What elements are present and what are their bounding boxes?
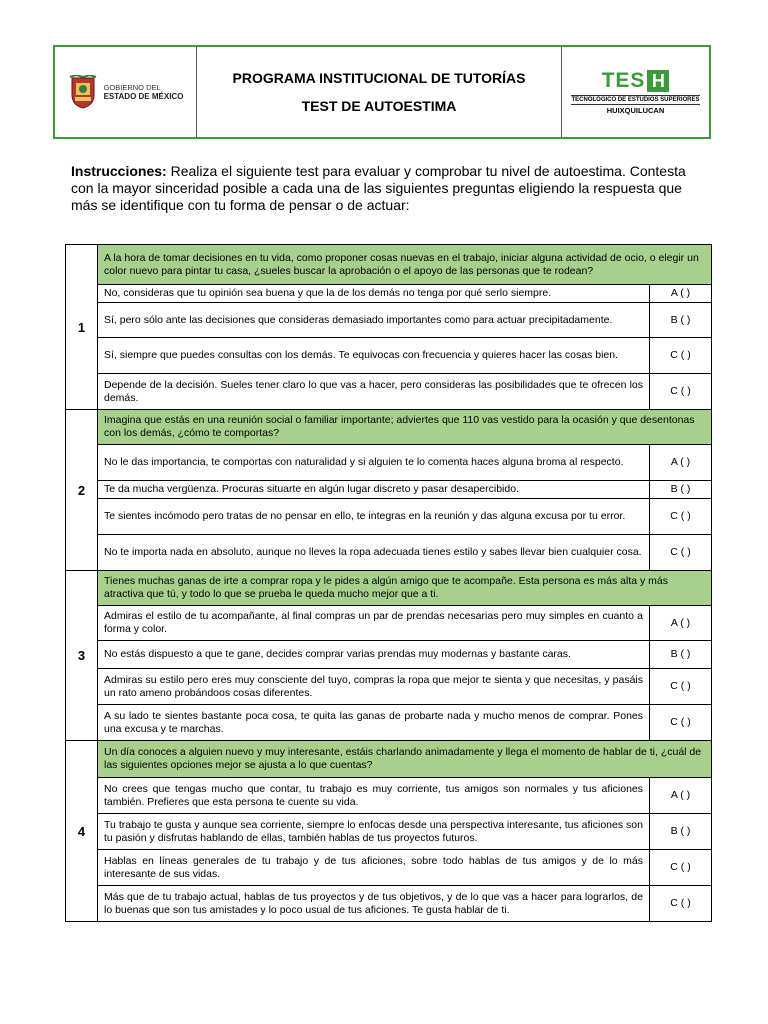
option-text: No estás dispuesto a que te gane, decides comprar varias prendas muy modernas y bastante caras. xyxy=(98,641,650,669)
option-text: Tu trabajo te gusta y aunque sea corriente, siempre lo enfocas desde una perspectiva interesante, tus aficiones son tu pasión y disfrutas hablando de ellas, también hablas de tus proyectos futuros. xyxy=(98,814,650,850)
option-row xyxy=(66,814,712,850)
option-row xyxy=(66,886,712,922)
option-answer-box[interactable]: C ( ) xyxy=(650,499,712,535)
option-row xyxy=(66,303,712,338)
option-text: No, consideras que tu opinión sea buena y que la de los demás no tenga por qué serlo siempre. xyxy=(98,285,650,303)
tesh-logo-cell xyxy=(562,47,709,137)
option-answer-box[interactable]: A ( ) xyxy=(650,285,712,303)
question-number: 4 xyxy=(66,741,98,922)
option-answer-box[interactable]: C ( ) xyxy=(650,374,712,410)
program-title: PROGRAMA INSTITUCIONAL DE TUTORÍAS xyxy=(232,70,526,86)
option-answer-box[interactable]: B ( ) xyxy=(650,814,712,850)
gov-logo xyxy=(68,75,184,109)
option-text: Admiras el estilo de tu acompañante, al final compras un par de prendas necesarias pero muy simples en cuanto a forma y color. xyxy=(98,606,650,641)
option-text: No crees que tengas mucho que contar, tu trabajo es muy corriente, tus amigos son normales y tus aficiones también. Prefieres que esta persona te cuente su vida. xyxy=(98,778,650,814)
question-number: 3 xyxy=(66,571,98,741)
option-answer-box[interactable]: B ( ) xyxy=(650,303,712,338)
question-text: Un día conoces a alguien nuevo y muy interesante, estáis charlando animadamente y llega el momento de hablar de ti, ¿cuál de las siguientes opciones mejor se ajusta a lo que cuentas? xyxy=(98,741,712,778)
tesh-subtitle: TECNOLÓGICO DE ESTUDIOS SUPERIORES xyxy=(571,97,700,103)
option-text: Te da mucha vergüenza. Procuras situarte en algún lugar discreto y pasar desapercibido. xyxy=(98,481,650,499)
gov-line2: ESTADO DE MÉXICO xyxy=(103,92,184,101)
option-row xyxy=(66,481,712,499)
option-text: No le das importancia, te comportas con naturalidad y si alguien te lo comenta haces alguna broma al respecto. xyxy=(98,445,650,481)
tesh-logo-letters: TES xyxy=(601,69,646,92)
option-row xyxy=(66,499,712,535)
tesh-city: HUIXQUILUCAN xyxy=(606,106,665,115)
option-text: A su lado te sientes bastante poca cosa, te quita las ganas de probarte nada y mucho menos de comprar. Pones una excusa y te marchas. xyxy=(98,705,650,741)
option-text: Sí, pero sólo ante las decisiones que consideras demasiado importantes como para actuar precipitadamente. xyxy=(98,303,650,338)
gov-logo-text xyxy=(104,83,184,101)
instructions xyxy=(71,163,711,214)
option-text: Depende de la decisión. Sueles tener claro lo que vas a hacer, pero consideras las posibilidades que te ofrecen los demás. xyxy=(98,374,650,410)
option-answer-box[interactable]: C ( ) xyxy=(650,338,712,374)
option-answer-box[interactable]: C ( ) xyxy=(650,850,712,886)
option-text: Te sientes incómodo pero tratas de no pensar en ello, te integras en la reunión y das alguna excusa por tu error. xyxy=(98,499,650,535)
title-cell xyxy=(197,47,562,137)
question-row xyxy=(66,571,712,606)
question-text: A la hora de tomar decisiones en tu vida, como proponer cosas nuevas en el trabajo, iniciar alguna actividad de ocio, o elegir un color nuevo para pintar tu casa, ¿sueles buscar la aprobación o el apoyo de las personas que te rodean? xyxy=(98,245,712,285)
option-answer-box[interactable]: C ( ) xyxy=(650,886,712,922)
option-text: Hablas en líneas generales de tu trabajo y de tus aficiones, sobre todo hablas de tus amigos y de lo más interesante de sus vidas. xyxy=(98,850,650,886)
option-row xyxy=(66,285,712,303)
option-answer-box[interactable]: C ( ) xyxy=(650,705,712,741)
option-answer-box[interactable]: A ( ) xyxy=(650,445,712,481)
question-row xyxy=(66,245,712,285)
coat-of-arms-icon xyxy=(68,75,98,109)
tesh-logo-h-icon: H xyxy=(647,70,669,92)
option-answer-box[interactable]: C ( ) xyxy=(650,669,712,705)
gov-line1: GOBIERNO DEL xyxy=(103,83,161,92)
test-title: TEST DE AUTOESTIMA xyxy=(301,98,457,114)
option-row xyxy=(66,535,712,571)
option-text: No te importa nada en absoluto, aunque no lleves la ropa adecuada tienes estilo y sabes llevar bien cualquier cosa. xyxy=(98,535,650,571)
document-header xyxy=(53,45,711,139)
option-text: Sí, siempre que puedes consultas con los demás. Te equivocas con frecuencia y quieres hacer las cosas bien. xyxy=(98,338,650,374)
option-row xyxy=(66,641,712,669)
option-row xyxy=(66,374,712,410)
question-text: Tienes muchas ganas de irte a comprar ropa y le pides a algún amigo que te acompañe. Esta persona es más alta y más atractiva que tú, y todo lo que se prueba le queda mucho mejor que a ti. xyxy=(98,571,712,606)
gov-logo-cell xyxy=(55,47,197,137)
instructions-text: Realiza el siguiente test para evaluar y comprobar tu nivel de autoestima. Contesta con la mayor sinceridad posible a cada una de las siguientes preguntas eligiendo la respuesta que más se identifique con tu forma de pensar o de actuar: xyxy=(71,163,686,213)
option-row xyxy=(66,669,712,705)
option-row xyxy=(66,445,712,481)
question-text: Imagina que estás en una reunión social o familiar importante; adviertes que 110 vas vestido para la ocasión y que desentonas con los demás, ¿cómo te comportas? xyxy=(98,410,712,445)
question-row xyxy=(66,410,712,445)
option-row xyxy=(66,338,712,374)
option-answer-box[interactable]: C ( ) xyxy=(650,535,712,571)
option-text: Admiras su estilo pero eres muy consciente del tuyo, compras la ropa que mejor te sienta y que necesitas, y pasáis un rato ameno probándoos cosas diferentes. xyxy=(98,669,650,705)
option-row xyxy=(66,606,712,641)
option-answer-box[interactable]: B ( ) xyxy=(650,481,712,499)
option-answer-box[interactable]: A ( ) xyxy=(650,778,712,814)
option-row xyxy=(66,778,712,814)
option-row xyxy=(66,705,712,741)
instructions-label: Instrucciones: xyxy=(71,163,167,179)
option-row xyxy=(66,850,712,886)
question-number: 2 xyxy=(66,410,98,571)
option-text: Más que de tu trabajo actual, hablas de tus proyectos y de tus objetivos, y de lo que vas a hacer para lograrlos, de lo buenas que son tus amistades y lo poco usual de tus aficiones. Te gusta hablar de ti. xyxy=(98,886,650,922)
self-esteem-test-table xyxy=(65,244,712,922)
option-answer-box[interactable]: B ( ) xyxy=(650,641,712,669)
question-row xyxy=(66,741,712,778)
tesh-logo xyxy=(602,69,670,93)
question-number: 1 xyxy=(66,245,98,410)
option-answer-box[interactable]: A ( ) xyxy=(650,606,712,641)
